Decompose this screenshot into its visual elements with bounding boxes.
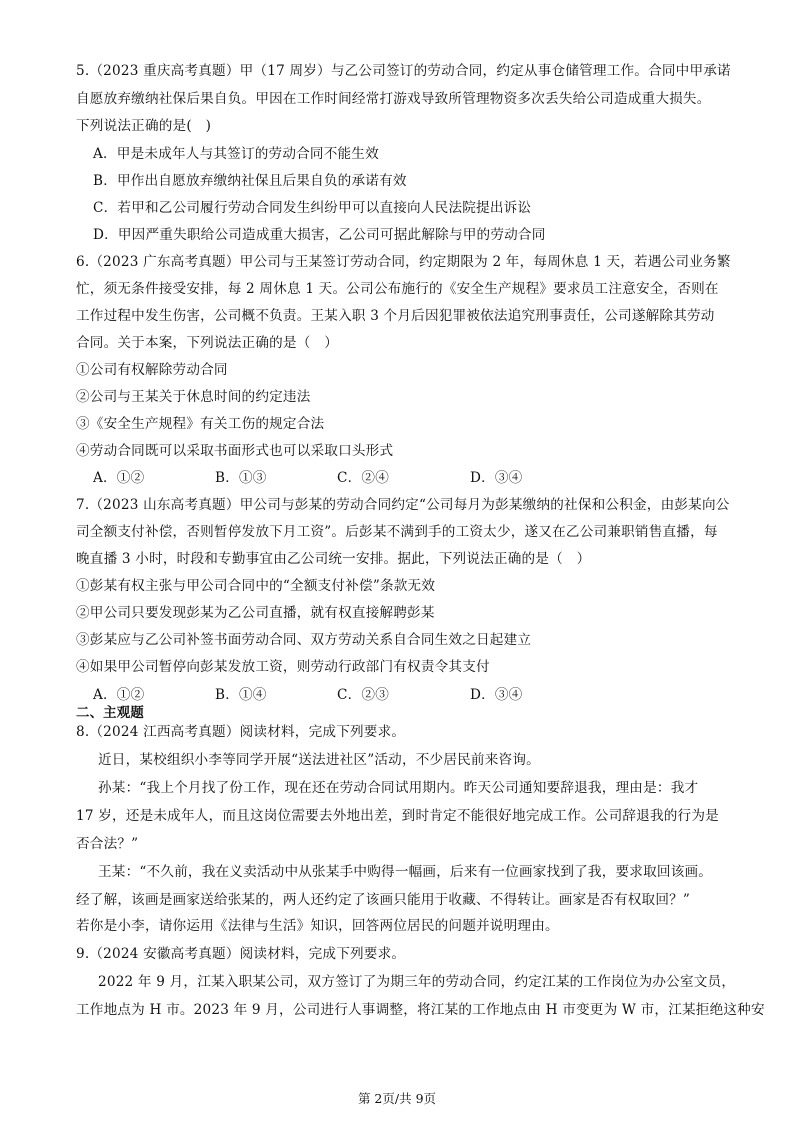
q6-stem-line-3: 工作过程中发生伤害，公司概不负责。王某入职 3 个月后因犯罪被依法追究刑事责任，公司遂解除其劳动 [76,308,715,324]
q7-stem-line-3: 晚直播 3 小时，时段和专勤事宜由乙公司统一安排。据此，下列说法正确的是（ ） [76,551,591,567]
q7-item-4: ④如果甲公司暂停向彭某发放工资，则劳动行政部门有权责令其支付 [76,659,490,675]
page-number: 第 2页/共 9页 [357,1091,437,1106]
q9-material-line-2: 工作地点为 H 市。2023 年 9 月，公司进行人事调整，将江某的工作地点由 H 市变更为 W 市，江某拒绝这种安 [76,1002,765,1018]
q5-option-a: A．甲是未成年人与其签订的劳动合同不能生效 [93,146,379,162]
q6-stem-line-4: 合同。关于本案，下列说法正确的是（ ） [76,335,339,351]
q6-item-1: ①公司有权解除劳动合同 [76,362,228,378]
q7-item-1: ①彭某有权主张与甲公司合同中的“全额支付补偿”条款无效 [76,578,436,594]
q9-material-line-1: 2022 年 9 月，江某入职某公司，双方签订了为期三年的劳动合同，约定江某的工作岗位为办公室文员， [98,974,736,990]
q6-choice-a: A．①② [93,470,145,486]
q6-item-3: ③《安全生产规程》有关工伤的规定合法 [76,416,325,432]
q9-stem: 9.（2024 安徽高考真题）阅读材料，完成下列要求。 [76,946,406,962]
q5-stem-line-3: 下列说法正确的是( ) [76,118,212,134]
q6-stem-line-1: 6.（2023 广东高考真题）甲公司与王某签订劳动合同，约定期限为 2 年，每周休息 1 天，若遇公司业务繁 [76,254,731,270]
q6-choice-b: B．①③ [215,470,267,486]
q5-stem-line-2: 自愿放弃缴纳社保后果自负。甲因在工作时间经常打游戏导致所管理物资多次丢失给公司造成重大损失。 [76,91,711,107]
q7-item-2: ②甲公司只要发现彭某为乙公司直播，就有权直接解聘彭某 [76,605,435,621]
q8-requirement: 若你是小李，请你运用《法律与生活》知识，回答两位居民的问题并说明理由。 [76,918,559,934]
q6-choices [93,468,522,488]
q7-choice-d: D．③④ [470,687,523,703]
q8-material-line-1: 近日，某校组织小李等同学开展“送法进社区”活动，不少居民前来咨询。 [98,752,540,768]
q6-choice-c: C．②④ [337,470,389,486]
q5-option-b: B．甲作出自愿放弃缴纳社保且后果自负的承诺有效 [93,173,407,189]
q8-material-line-2: 孙某：“我上个月找了份工作，现在还在劳动合同试用期内。昨天公司通知要辞退我，理由是：我才 [98,780,699,796]
q5-stem-line-1: 5.（2023 重庆高考真题）甲（17 周岁）与乙公司签订的劳动合同，约定从事仓储管理工作。合同中甲承诺 [76,63,731,79]
q7-stem-line-1: 7.（2023 山东高考真题）甲公司与彭某的劳动合同约定“公司每月为彭某缴纳的社保和公积金，由彭某向公 [76,497,730,513]
q8-material-line-6: 经了解，该画是画家送给张某的，两人还约定了该画只能用于收藏、不得转让。画家是否有权取回？” [76,892,691,908]
section-heading: 二、主观题 [76,706,144,721]
q6-item-4: ④劳动合同既可以采取书面形式也可以采取口头形式 [76,443,394,459]
q6-stem-line-2: 忙，须无条件接受安排，每 2 周休息 1 天。公司公布施行的《安全生产规程》要求员工注意安全，否则在 [76,281,719,297]
q7-choice-a: A．①② [93,687,145,703]
q6-choice-d: D．③④ [470,470,523,486]
q7-item-3: ③彭某应与乙公司补签书面劳动合同、双方劳动关系自合同生效之日起建立 [76,632,532,648]
q5-option-c: C．若甲和乙公司履行劳动合同发生纠纷甲可以直接向人民法院提出诉讼 [93,200,532,216]
q8-stem: 8.（2024 江西高考真题）阅读材料，完成下列要求。 [76,724,406,740]
q7-choice-b: B．①④ [215,687,267,703]
q7-choice-c: C．②③ [337,687,389,703]
q7-choices [93,685,522,705]
q8-material-line-3: 17 岁，还是未成年人，而且这岗位需要去外地出差，到时肯定不能很好地完成工作。公司辞退我的行为是 [76,808,719,824]
q5-option-d: D．甲因严重失职给公司造成重大损害，乙公司可据此解除与甲的劳动合同 [93,227,546,243]
q8-material-line-5: 王某：“不久前，我在义卖活动中从张某手中购得一幅画，后来有一位画家找到了我，要求取回该画。 [98,864,713,880]
q8-material-line-4: 否合法？” [76,836,139,852]
q7-stem-line-2: 司全额支付补偿，否则暂停发放下月工资”。后彭某不满到手的工资太少，遂又在乙公司兼职销售直播，每 [76,524,718,540]
q6-item-2: ②公司与王某关于休息时间的约定违法 [76,389,311,405]
